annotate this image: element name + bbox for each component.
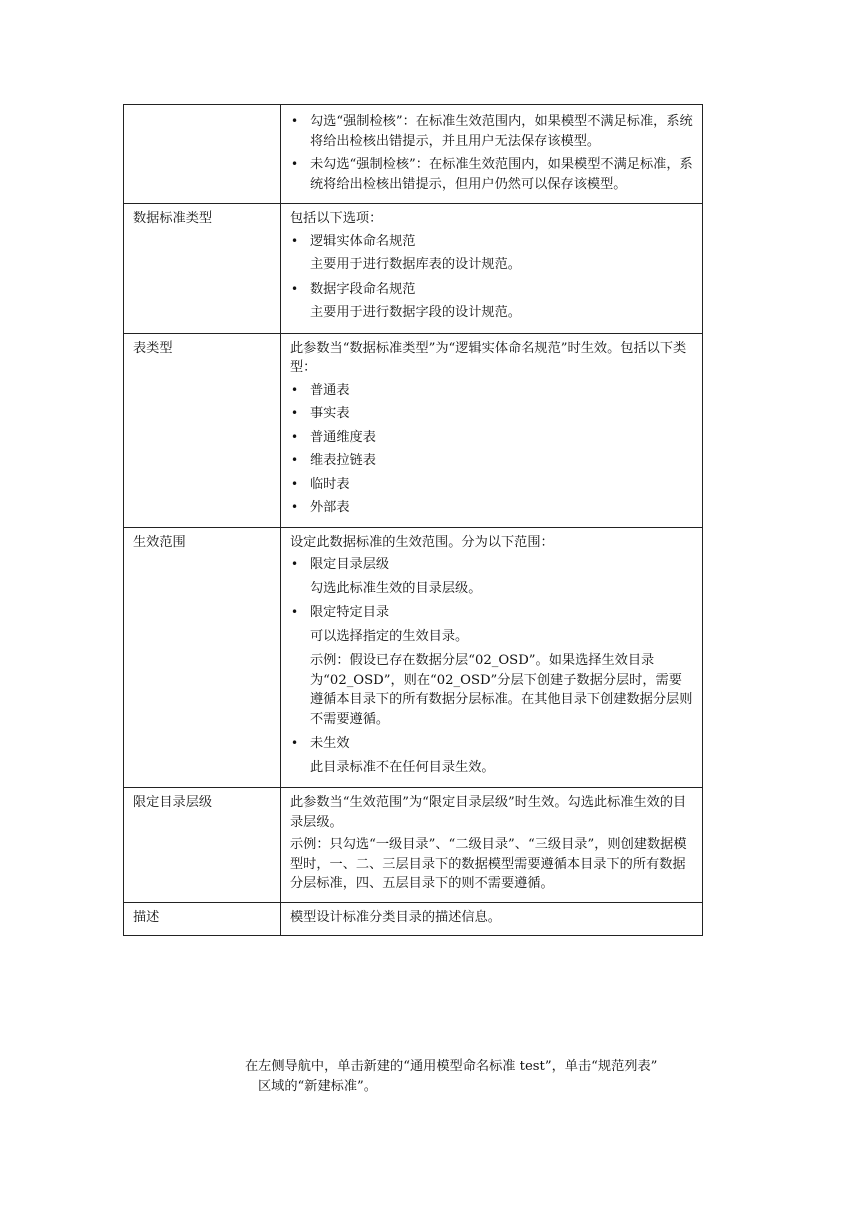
description-text: 此参数当“生效范围”为“限定目录层级”时生效。勾选此标准生效的目录层级。 [290, 795, 687, 830]
bullet-item: • 逻辑实体命名规范 [290, 232, 695, 252]
description-text: 主要用于进行数据字段的设计规范。 [310, 305, 521, 320]
description-text: 可以选择指定的生效目录。 [310, 628, 469, 644]
parameter-name: 限定目录层级 [124, 788, 281, 903]
step-line-2: 区域的“新建标准”。 [258, 1079, 377, 1094]
description-text: 模型设计标准分类目录的描述信息。 [290, 909, 501, 925]
step-line-1: 在左侧导航中，单击新建的“通用模型命名标准 test”，单击“规范列表” [245, 1059, 658, 1074]
parameter-name: 表类型 [124, 333, 281, 527]
description-text: 示例：假设已存在数据分层“02_OSD”。如果选择生效目录为“02_OSD”，则在“02_OSD”分层下创建子数据分层时，需要遵循本目录下的所有数据分层标准。在其他目录下创建数据分层则不需要遵循。 [310, 653, 693, 727]
parameter-description [281, 333, 703, 527]
bullet-item: • 勾选“强制检核”：在标准生效范围内，如果模型不满足标准，系统将给出检核出错提示，并且用户无法保存该模型。 [290, 112, 695, 151]
description-text: 示例：只勾选“一级目录”、“二级目录”、“三级目录”，则创建数据模型时，一、二、三层目录下的数据模型需要遵循本目录下的所有数据分层标准，四、五层目录下的则不需要遵循。 [290, 837, 687, 891]
bullet-item: • 普通维度表 [290, 428, 695, 448]
bullet-item: • 限定特定目录 [290, 603, 695, 623]
bullet-item: • 数据字段命名规范 [290, 280, 695, 300]
description-text: 设定此数据标准的生效范围。分为以下范围： [290, 534, 554, 550]
bullet-item: • 限定目录层级 [290, 555, 695, 575]
bullet-item: • 未生效 [290, 734, 695, 754]
bullet-item: • 未勾选“强制检核”：在标准生效范围内，如果模型不满足标准，系统将给出检核出错提示，但用户仍然可以保存该模型。 [290, 155, 695, 194]
description-text: 包括以下选项： [290, 211, 383, 226]
parameter-description [281, 527, 703, 788]
table-row [124, 333, 703, 527]
parameter-description [281, 902, 703, 936]
parameter-description [281, 105, 703, 204]
parameter-description [281, 788, 703, 903]
table-row [124, 204, 703, 334]
table-row [124, 105, 703, 204]
parameter-table-body [124, 105, 703, 936]
table-row [124, 788, 703, 903]
bullet-item: • 普通表 [290, 381, 695, 401]
bullet-item: • 维表拉链表 [290, 451, 695, 471]
description-text: 主要用于进行数据库表的设计规范。 [310, 257, 521, 272]
parameter-description [281, 204, 703, 334]
table-row [124, 527, 703, 788]
parameter-name: 生效范围 [124, 527, 281, 788]
table-row [124, 902, 703, 936]
description-text: 勾选此标准生效的目录层级。 [310, 580, 482, 596]
parameter-table [123, 104, 703, 936]
parameter-name [124, 105, 281, 204]
bullet-item: • 临时表 [290, 475, 695, 495]
parameter-name: 描述 [124, 902, 281, 936]
parameter-name: 数据标准类型 [124, 204, 281, 334]
description-text: 此参数当“数据标准类型”为“逻辑实体命名规范”时生效。包括以下类型： [290, 340, 687, 375]
bullet-item: • 外部表 [290, 498, 695, 518]
step-instruction [245, 1057, 745, 1097]
bullet-item: • 事实表 [290, 404, 695, 424]
description-text: 此目录标准不在任何目录生效。 [310, 759, 495, 775]
